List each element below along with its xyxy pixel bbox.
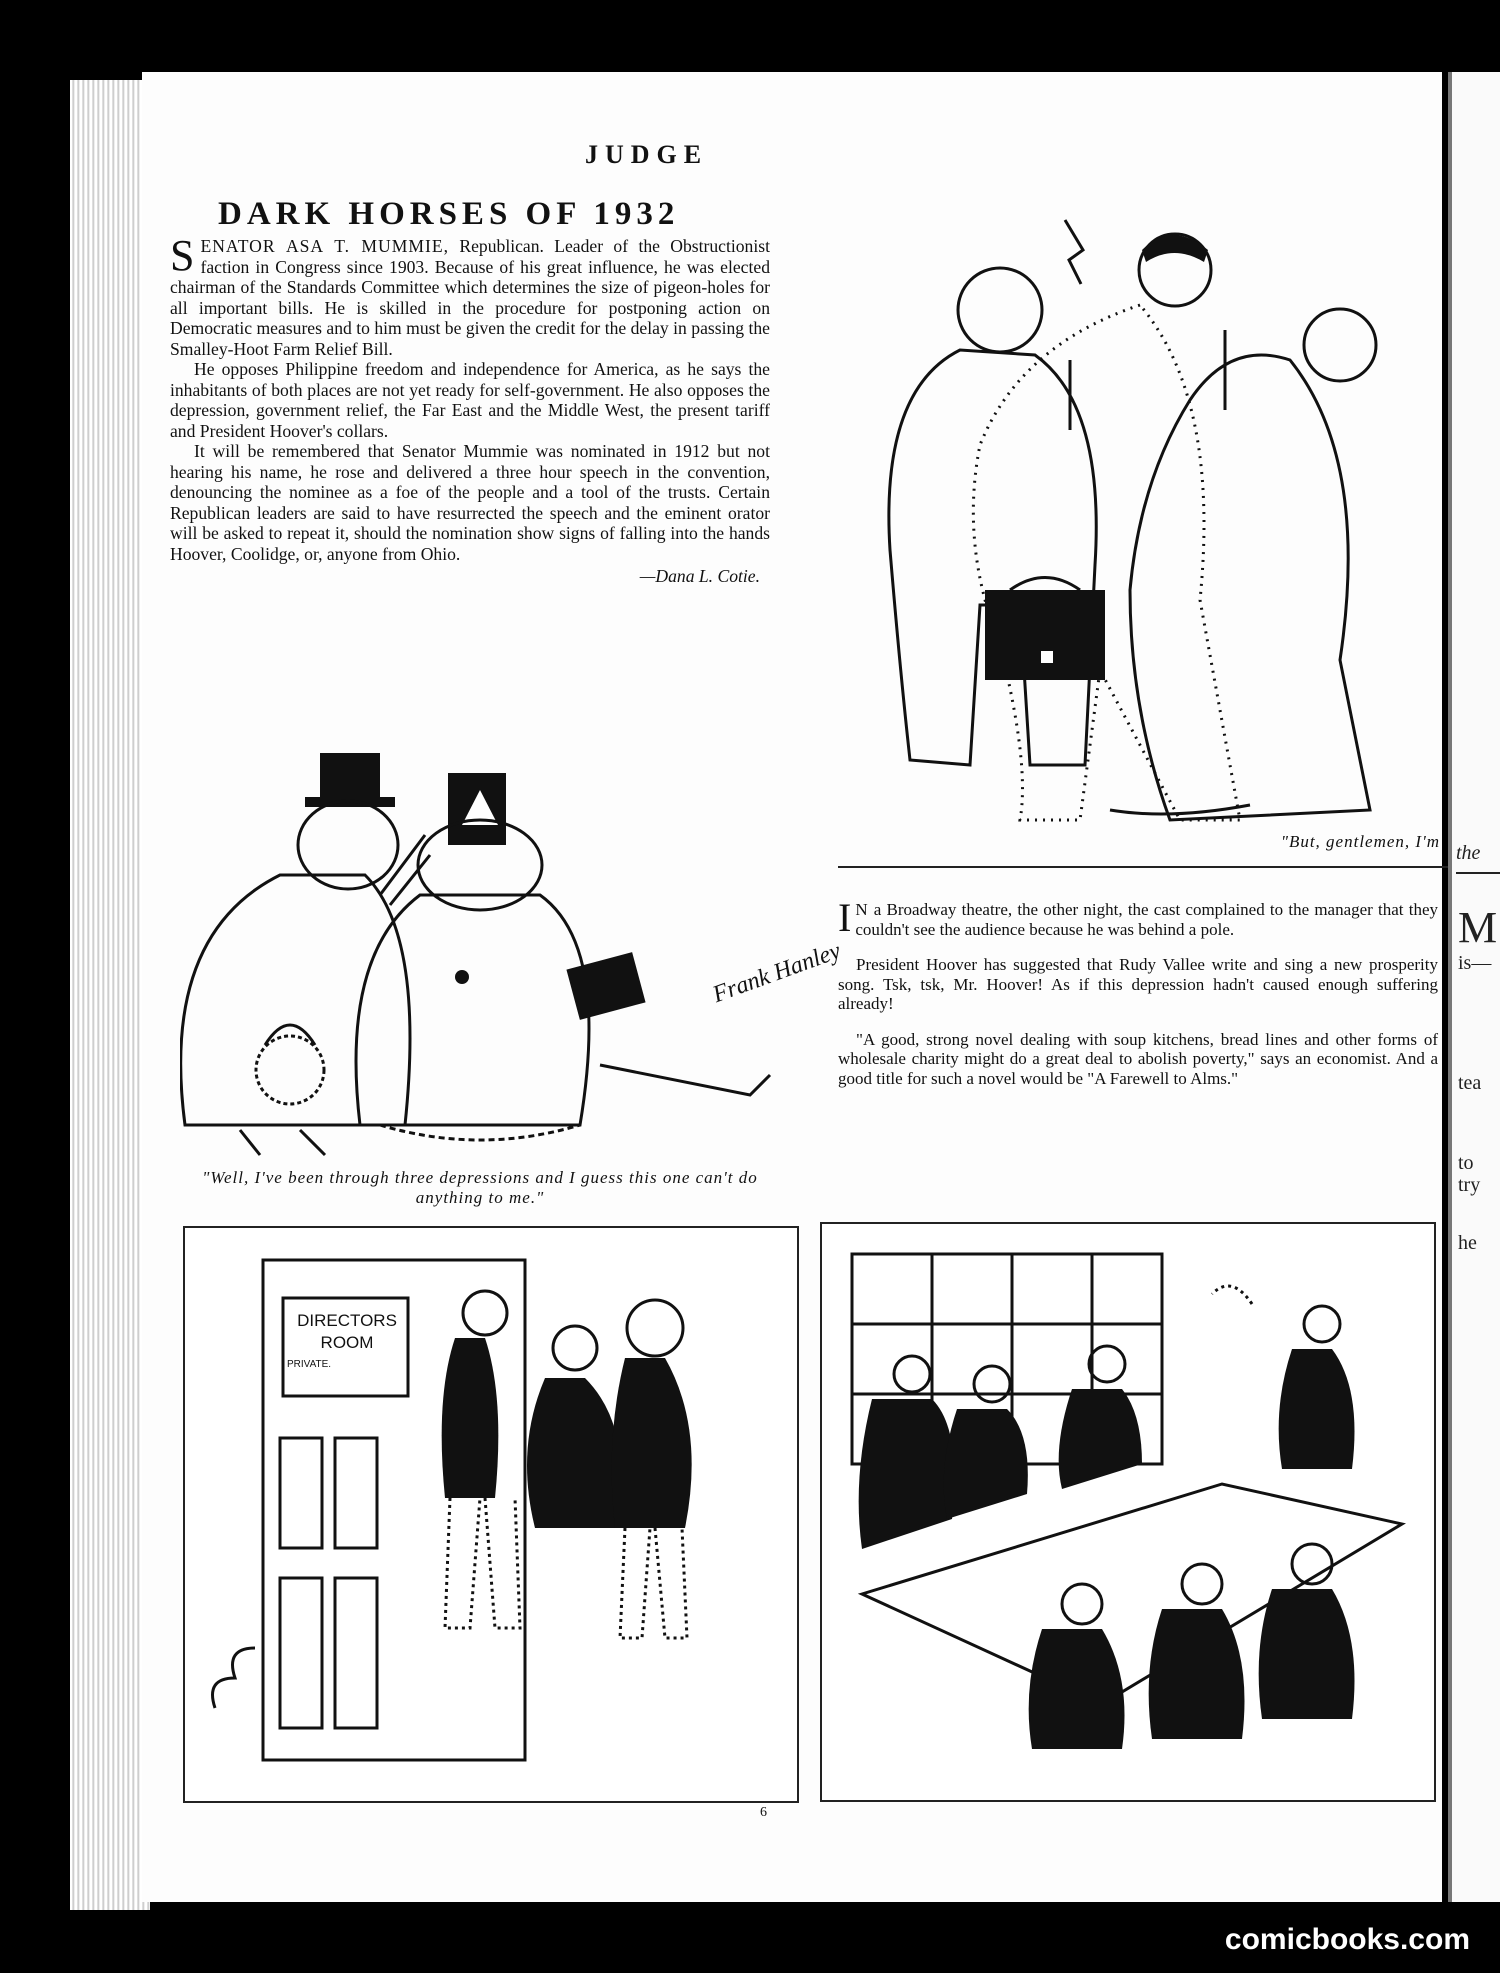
door-panel — [280, 1578, 322, 1728]
brooch — [455, 970, 469, 984]
smoke-swirl — [1065, 220, 1083, 284]
artist-signature: Frank Hanley — [709, 937, 845, 1009]
joke: "A good, strong novel dealing with soup kitchens, bread lines and other forms of wholesale charity might do a great deal to abolish poverty," says an economist. And a good title for such a novel would be "A Farewell to Alms." — [838, 1029, 1438, 1088]
plaid-handbag — [256, 1036, 324, 1104]
thought-swirl — [1212, 1286, 1252, 1304]
chairman-head — [1304, 1306, 1340, 1342]
striped-trousers — [445, 1498, 520, 1628]
feet — [240, 1130, 325, 1155]
joke: I N a Broadway theatre, the other night, the cast complained to the manager that they couldn't see the audience because he was behind a pole. — [838, 895, 1438, 940]
article-title: DARK HORSES OF 1932 — [218, 196, 680, 232]
magazine-header: JUDGE — [585, 140, 709, 169]
director-head — [553, 1326, 597, 1370]
chairman-coat — [1279, 1349, 1355, 1469]
politicians-caption: "But, gentlemen, I'm — [1280, 832, 1440, 851]
director-coat — [527, 1378, 621, 1528]
board-member-head — [1089, 1346, 1125, 1382]
page-edge — [70, 80, 150, 1910]
director-head — [627, 1300, 683, 1356]
woman-body — [181, 875, 410, 1125]
board-member-head — [1182, 1564, 1222, 1604]
politician-body — [889, 350, 1096, 765]
facing-fragment: M — [1458, 903, 1498, 952]
door-panel — [335, 1438, 377, 1548]
board-member-coat — [859, 1399, 955, 1549]
doorway-line — [600, 1065, 770, 1095]
politician-body — [973, 305, 1240, 820]
facing-fragment: the — [1456, 842, 1481, 864]
facing-fragment: is— — [1458, 952, 1492, 974]
article-paragraph: It will be remembered that Senator Mummie was nominated in 1912 but not hearing his name, he rose and delivered a three hour speech in the convention, denouncing the nominee as a foe of the people and a tool of the trusts. Certain Republican leaders are said to have resurrected the speech and the eminent orator will be asked to repeat it, should the nomination show signs of falling into the hands Hoover, Coolidge, or, anyone from Ohio. — [170, 441, 770, 564]
briefcase — [985, 590, 1105, 680]
purse — [566, 952, 645, 1020]
director-coat — [442, 1338, 499, 1498]
board-meeting-panel — [820, 1222, 1436, 1802]
drop-cap: S — [170, 231, 195, 280]
section-rule — [838, 866, 1448, 868]
door-sign-text: DIRECTORS ROOM PRIVATE. — [287, 1311, 397, 1370]
watermark: comicbooks.com — [1224, 1923, 1470, 1956]
board-member-head — [894, 1356, 930, 1392]
facing-fragment: tea — [1458, 1072, 1482, 1094]
board-member-coat — [1059, 1389, 1142, 1489]
floor-shadow — [1110, 805, 1250, 814]
article-body — [170, 231, 770, 587]
board-member-coat — [1149, 1609, 1245, 1739]
top-hat — [320, 753, 380, 801]
lace-hem — [380, 1125, 580, 1140]
briefcase-clasp — [1040, 650, 1054, 664]
senator-name: ENATOR ASA T. MUMMIE, — [200, 236, 450, 256]
woman-body — [356, 895, 589, 1125]
page-number: 6 — [760, 1805, 767, 1820]
women-cartoon — [180, 745, 780, 1165]
striped-trousers — [620, 1528, 687, 1638]
board-member-head — [974, 1366, 1010, 1402]
door-panel — [335, 1578, 377, 1728]
board-member-coat — [1259, 1589, 1355, 1719]
politician-head — [958, 268, 1042, 352]
board-member-coat — [1029, 1629, 1125, 1749]
facing-fragment: he — [1458, 1232, 1477, 1254]
drop-cap: I — [838, 895, 852, 940]
article-paragraph: SENATOR ASA T. MUMMIE, Republican. Leader of the Obstructionist faction in Congress since 1903. Because of his great influence, he was elected chairman of the Standards Committee which determines the size of pigeon-holes for all important bills. He is skilled in the procedure for postponing action on Democratic measures and to him must be given the credit for the delay in passing the Smalley-Hoot Farm Relief Bill. — [170, 231, 770, 359]
facing-page-edge — [1448, 72, 1500, 1902]
facing-fragment: to — [1458, 1152, 1474, 1174]
board-member-head — [1062, 1584, 1102, 1624]
directors-room-panel — [183, 1226, 799, 1803]
politician-body — [1130, 355, 1370, 820]
board-meeting-drawing — [822, 1224, 1434, 1800]
director-coat — [612, 1358, 692, 1528]
briefcase-handle — [1010, 578, 1080, 591]
joke: President Hoover has suggested that Rudy Vallee write and sing a new prosperity song. Tsk, tsk, Mr. Hoover! As if this depression hadn't caused enough suffering already! — [838, 955, 1438, 1013]
director-head — [463, 1291, 507, 1335]
women-caption: "Well, I've been through three depressions and I guess this one can't do anything to me." — [202, 1168, 758, 1207]
facing-fragment: try — [1458, 1174, 1481, 1196]
article-paragraph: He opposes Philippine freedom and independence for America, as he says the inhabitants of both places are not yet ready for self-government. He also opposes the depression, government relief, the Far East and the Middle West, the present tariff and President Hoover's collars. — [170, 359, 770, 441]
politician-head — [1304, 309, 1376, 381]
shrub — [213, 1648, 256, 1708]
politicians-cartoon — [870, 210, 1410, 830]
door-panel — [280, 1438, 322, 1548]
article-signature: —Dana L. Cotie. — [639, 566, 760, 586]
board-member-coat — [944, 1409, 1028, 1519]
jokes-column — [838, 895, 1438, 1104]
directors-room-drawing — [185, 1228, 797, 1801]
politician-hair — [1142, 235, 1208, 262]
